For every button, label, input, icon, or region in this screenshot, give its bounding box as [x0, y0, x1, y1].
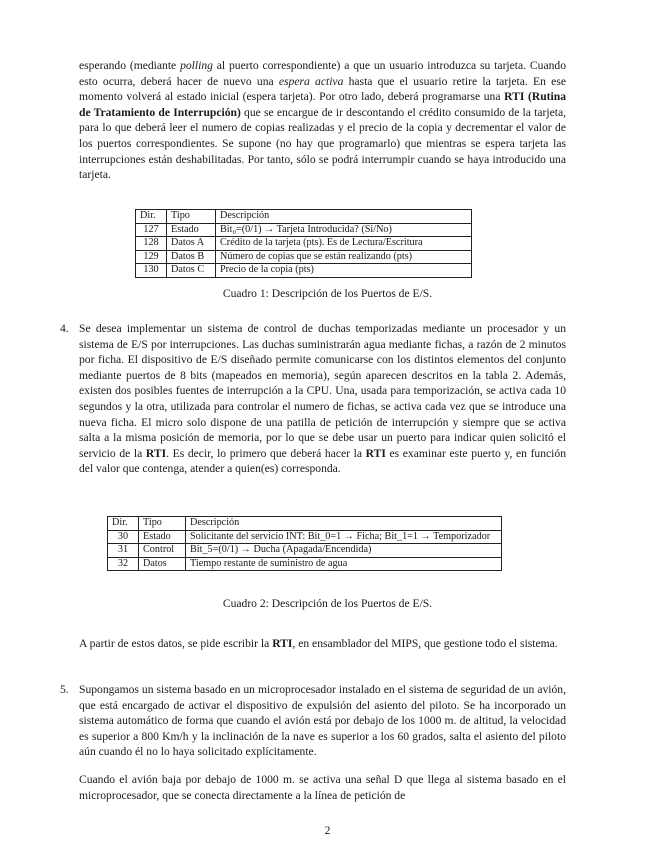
table1-header-row	[136, 210, 472, 224]
intro-text-4: que se encargue de ir descontando el crédito consumido de la tarjeta, para lo que deberá leer el numero de copias realizadas y el precio de la copia y decrementar el valor de los puertos correspondientes. Se supone (no hay que programarlo) que mientras se espera tarjeta las interrupciones están deshabilitadas. Por tanto, sólo se podrá interrumpir cuando se haya introducido una tarjeta.	[79, 105, 566, 182]
table1-cell-tipo: Datos C	[167, 264, 216, 278]
table-row	[108, 544, 502, 558]
intro-rti-bold: RTI (Rutina de Tratamiento de Interrupción)	[79, 90, 566, 119]
intro-text-3: hasta que el usuario retire la tarjeta. En ese momento volverá al estado inicial (espera tarjeta). Por otro lado, deberá programarse una	[79, 74, 566, 104]
item4-rti-bold-1: RTI	[145, 446, 167, 460]
after4-rti-bold: RTI	[272, 637, 293, 650]
table-row	[136, 250, 472, 264]
table2-cell-descripcion: Solicitante del servicio INT: Bit_0=1 → Ficha; Bit_1=1 → Temporizador	[186, 530, 502, 544]
table2-header-tipo: Tipo	[139, 517, 186, 531]
table1-cell-tipo: Datos A	[167, 237, 216, 251]
table-row	[136, 264, 472, 278]
item5-number: 5.	[60, 683, 69, 696]
table1-caption: Cuadro 1: Descripción de los Puertos de E/S.	[222, 287, 433, 300]
table2-header-dir: Dir.	[108, 517, 139, 531]
item4-number: 4.	[60, 322, 69, 335]
table1-header-descripcion: Descripción	[216, 210, 472, 224]
table2-caption: Cuadro 2: Descripción de los Puertos de E/S.	[222, 597, 433, 610]
table2-cell-descripcion: Tiempo restante de suministro de agua	[186, 557, 502, 571]
table1-cell-descripcion: Bit₀=(0/1) → Tarjeta Introducida? (Si/No)	[216, 223, 472, 237]
table1-cell-tipo: Estado	[167, 223, 216, 237]
table2-cell-tipo: Control	[139, 544, 186, 558]
page-number: 2	[324, 824, 331, 837]
table1-cell-tipo: Datos B	[167, 250, 216, 264]
table2-cell-tipo: Estado	[139, 530, 186, 544]
item4-rti-bold-2: RTI	[365, 446, 386, 460]
table2-cell-descripcion: Bit_5=(0/1) → Ducha (Apagada/Encendida)	[186, 544, 502, 558]
table1-header-tipo: Tipo	[167, 210, 216, 224]
table-row	[108, 530, 502, 544]
table2-cell-dir: 30	[108, 530, 139, 544]
intro-text-1: esperando (mediante	[79, 59, 181, 72]
item4-text-1: Se desea implementar un sistema de control de duchas temporizadas mediante un procesador y un sistema de E/S por interrupciones. Las duchas suministrarán agua mediante fichas, a razón de 2 minutos por ficha. El dispositivo de E/S diseñado permite comunicarse con los distintos elementos del conjunto mediante puertos de 8 bits (mapeados en memoria), según aparecen descritos en la tabla 2. Además, existen dos posibles fuentes de interrupción a la CPU. Una, usada para temporización, se activa cada 10 segundos y la otra, utilizada para controlar el numero de fichas, se activa cada vez que se introduce una nueva ficha. El micro solo dispone de una patilla de petición de interrupción y siempre que se activa salta a la misma posición de memoria, por lo que se debe usar un puerto para indicar quien solicitó el servicio de la	[79, 322, 566, 460]
ports-table-2	[107, 516, 502, 571]
table2-cell-dir: 32	[108, 557, 139, 571]
item5-paragraph-1: Supongamos un sistema basado en un microprocesador instalado en el sistema de seguridad de un avión, que está encargado de activar el dispositivo de expulsión del asiento del piloto. Se ha incorporado un sistema automático de forma que cuando el avión está por debajo de los 1000 m. de altitud, la velocidad es superior a 800 Km/h y la inclinación de la nave es superior a los 60 grados, salta el asiento del piloto aún cuando él no lo haya solicitado explícitamente.	[79, 683, 566, 759]
intro-espera-activa-em: espera activa	[278, 74, 344, 88]
table1-cell-dir: 128	[136, 237, 167, 251]
item4-paragraph	[79, 321, 566, 477]
intro-text-2: al puerto correspondiente) a que un usuario introduzca su tarjeta. Cuando esto ocurra, deberá hacer de nuevo una	[79, 59, 566, 88]
table1-cell-descripcion: Crédito de la tarjeta (pts). Es de Lectura/Escritura	[216, 237, 472, 251]
table2-cell-dir: 31	[108, 544, 139, 558]
item5-paragraph-2: Cuando el avión baja por debajo de 1000 m. se activa una señal D que llega al sistema basado en el microprocesador, que se conecta directamente a la línea de petición de	[79, 773, 566, 802]
table1-cell-descripcion: Precio de la copia (pts)	[216, 264, 472, 278]
after4-text-1: A partir de estos datos, se pide escribir la	[79, 637, 273, 650]
intro-polling-em: polling	[180, 59, 213, 72]
table1-cell-dir: 129	[136, 250, 167, 264]
item4-text-2: . Es decir, lo primero que deberá hacer la	[166, 446, 366, 460]
after4-text-2: , en ensamblador del MIPS, que gestione todo el sistema.	[292, 637, 558, 650]
item4-text-3: es examinar este puerto y, en función del valor que contenga, atender a quien(es) corresponda.	[79, 446, 566, 476]
table-row	[136, 223, 472, 237]
table2-cell-tipo: Datos	[139, 557, 186, 571]
table1-cell-dir: 130	[136, 264, 167, 278]
table1-cell-descripcion: Número de copias que se están realizando (pts)	[216, 250, 472, 264]
table2-header-descripcion: Descripción	[186, 517, 502, 531]
intro-paragraph	[79, 58, 566, 183]
table-row	[108, 557, 502, 571]
after4-paragraph	[79, 636, 566, 652]
ports-table-1	[135, 209, 472, 278]
table2-header-row	[108, 517, 502, 531]
table1-header-dir: Dir.	[136, 210, 167, 224]
table-row	[136, 237, 472, 251]
table1-cell-dir: 127	[136, 223, 167, 237]
